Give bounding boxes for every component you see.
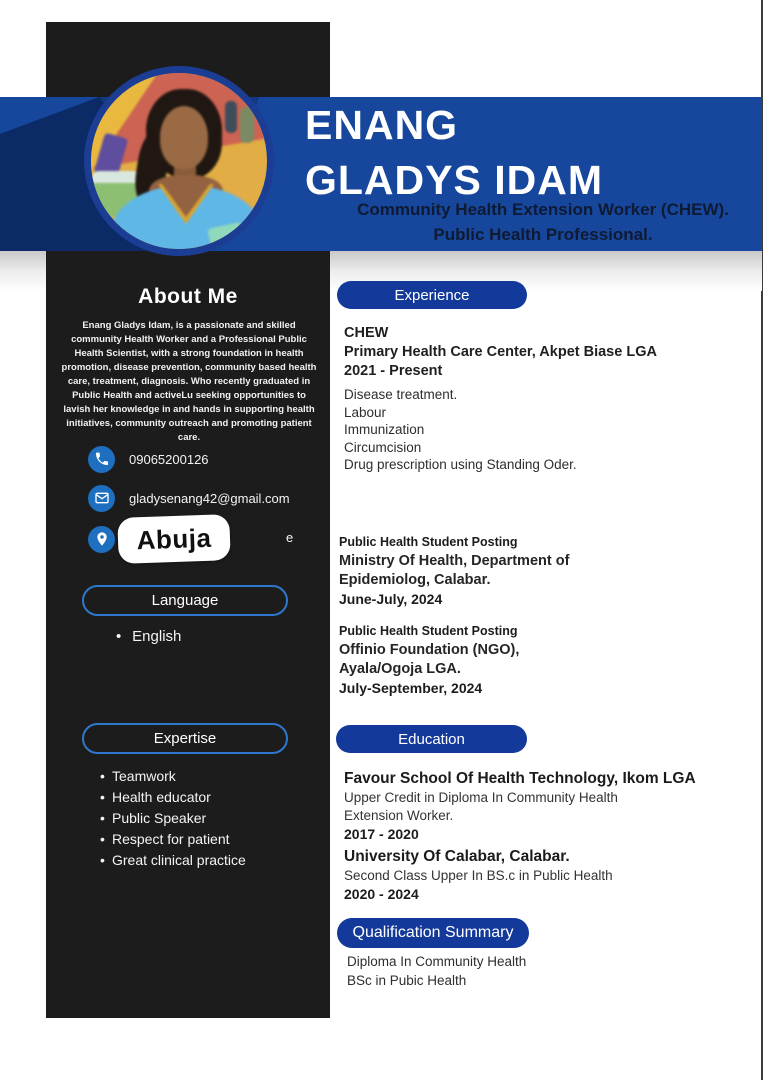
school-name: Favour School Of Health Technology, Ikom LGA [344, 770, 696, 787]
job-org-line: Offinio Foundation (NGO), [339, 642, 520, 658]
education-favour-school [344, 769, 696, 844]
duty-item: Drug prescription using Standing Oder. [344, 457, 577, 472]
phone-row [88, 445, 209, 473]
professional-subtitle: Community Health Extension Worker (CHEW). Public Health Professional. [357, 200, 729, 244]
name-line-1: ENANG [305, 102, 459, 148]
job-role: Public Health Student Posting [339, 624, 518, 638]
list-item: • Health educator [100, 789, 211, 805]
education-title: Education [398, 730, 465, 748]
location-pin-icon [88, 526, 115, 553]
expertise-title: Expertise [153, 730, 217, 747]
location-row [88, 525, 115, 553]
phone-number: 09065200126 [129, 451, 209, 467]
experience-title: Experience [394, 286, 470, 304]
duty-item: Immunization [344, 422, 425, 437]
about-me-title: About Me [138, 285, 238, 308]
job-dates: July-September, 2024 [339, 680, 483, 696]
school-dates: 2017 - 2020 [344, 826, 419, 842]
email-address: gladysenang42@gmail.com [129, 490, 290, 506]
language-section-pill [82, 585, 288, 616]
email-row [88, 484, 290, 512]
name-line-2: GLADYS IDAM [305, 157, 603, 203]
job-org-line: Ministry Of Health, Department of [339, 553, 570, 569]
location-text-fragment: e [286, 530, 294, 545]
language-item: • English [116, 628, 182, 645]
location-sticker [117, 514, 231, 564]
bullet-glyph: • [116, 628, 122, 645]
list-item: • Public Speaker [100, 810, 207, 826]
location-sticker-label: Abuja [136, 522, 212, 555]
duty-item: Circumcision [344, 439, 422, 455]
profile-photo [84, 66, 274, 256]
school-dates: 2020 - 2024 [344, 886, 419, 902]
expertise-section-pill [82, 723, 288, 754]
school-detail: Upper Credit in Diploma In Community Health [344, 790, 618, 805]
phone-icon [88, 446, 115, 473]
about-me-paragraph: Enang Gladys Idam, is a passionate and skilled community Health Worker and a Professional Public Health Scientist, with a strong foundation in health promotion, disease prevention, community based health care, treatment, diagnosis. Who recently graduated in Public Health and activeLu seeking opportunities to lavish her knowledge in and hands in supporting health initiatives, community outreach and promoting patient care. [61, 320, 317, 443]
mail-icon [88, 485, 115, 512]
list-item: • Great clinical practice [100, 852, 246, 868]
person-name [305, 98, 603, 208]
job-chew-header [344, 324, 657, 381]
language-title: Language [151, 592, 219, 609]
job-role: CHEW [344, 325, 389, 341]
job-ministry [339, 533, 569, 609]
list-item: • Respect for patient [100, 831, 230, 847]
duty-item: Disease treatment. [344, 387, 458, 402]
school-detail: Extension Worker. [344, 808, 454, 823]
qualification-section-pill [337, 918, 529, 948]
education-section-pill [336, 725, 527, 753]
job-org-line: Epidemiolog, Calabar. [339, 572, 491, 588]
job-dates: June-July, 2024 [339, 591, 443, 607]
job-role: Public Health Student Posting [339, 535, 518, 549]
expertise-list [100, 766, 246, 871]
education-unical [344, 847, 613, 904]
list-item: • Teamwork [100, 768, 176, 784]
qualification-title: Qualification Summary [352, 924, 514, 941]
job-org-line: Ayala/Ogoja LGA. [339, 661, 461, 677]
profile-photo-art [91, 73, 267, 249]
qualification-list [347, 953, 526, 990]
job-org: Primary Health Care Center, Akpet Biase LGA [344, 344, 657, 360]
experience-section-pill [337, 281, 527, 309]
qualification-item: Diploma In Community Health [347, 954, 527, 969]
qualification-item: BSc in Pubic Health [347, 972, 467, 988]
job-dates: 2021 - Present [344, 363, 443, 379]
school-detail: Second Class Upper In BS.c in Public Health [344, 868, 613, 883]
school-name: University Of Calabar, Calabar. [344, 848, 570, 865]
job-offinio [339, 622, 519, 698]
job-chew-duties [344, 386, 577, 474]
duty-item: Labour [344, 404, 387, 420]
